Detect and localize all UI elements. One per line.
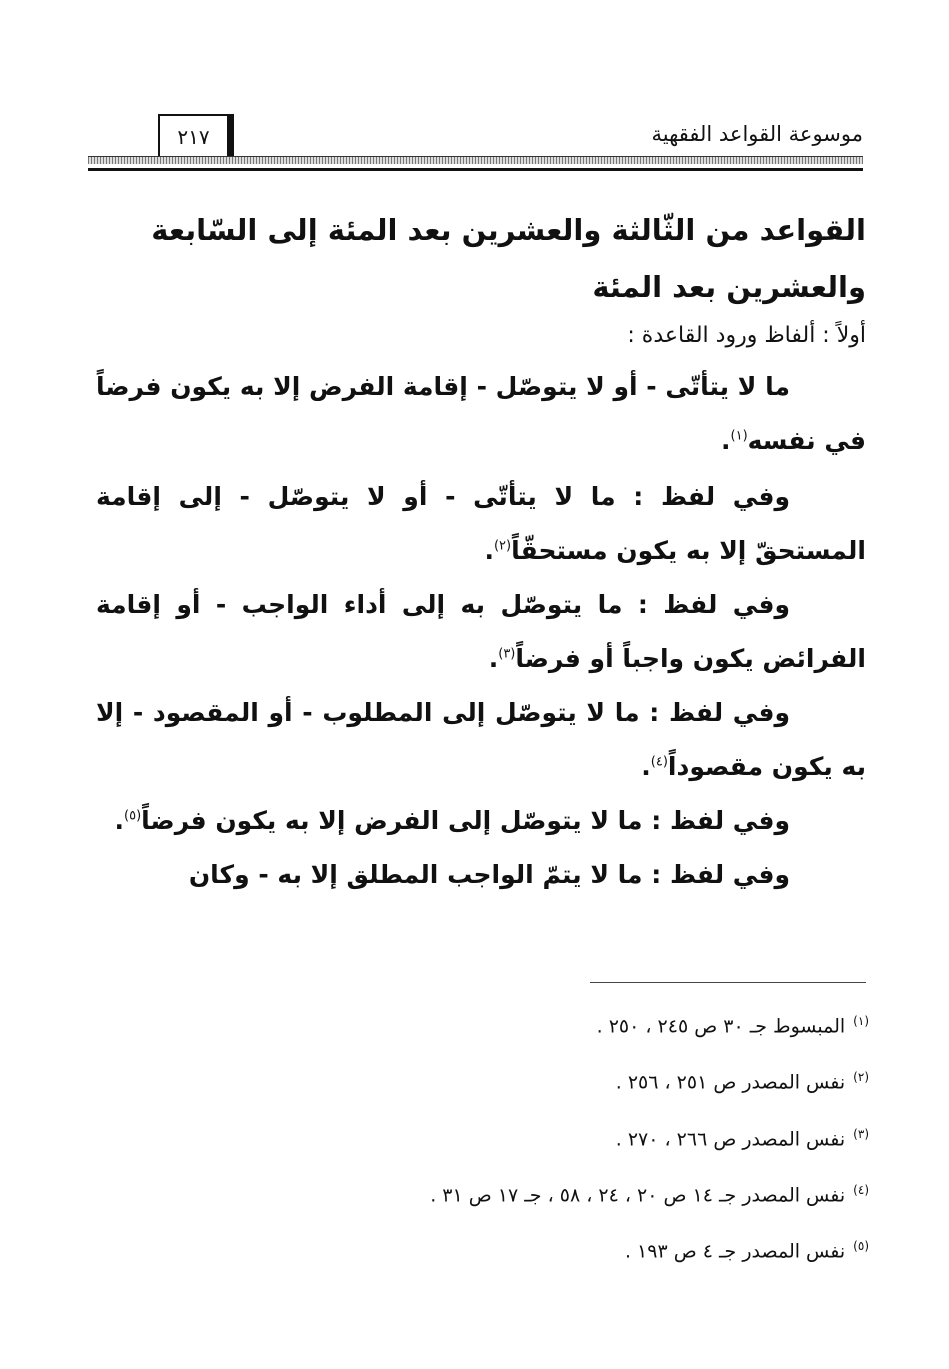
paragraph-4 bbox=[96, 686, 866, 794]
footnote-1 bbox=[229, 996, 869, 1052]
footnote-reference: (٤) bbox=[650, 754, 668, 770]
paragraph-2 bbox=[96, 470, 866, 578]
footnote-number: (٤) bbox=[853, 1182, 869, 1197]
footnote-text: نفس المصدر ص ٢٦٦ ، ٢٧٠ . bbox=[615, 1127, 846, 1150]
footnote-4 bbox=[229, 1165, 869, 1221]
section-subheading: أولاً : ألفاظ ورود القاعدة : bbox=[627, 323, 866, 348]
paragraph-end: . bbox=[488, 644, 499, 673]
book-title: موسوعة القواعد الفقهية bbox=[651, 122, 863, 146]
header-band bbox=[88, 156, 863, 164]
footnote-text: المبسوط جـ ٣٠ ص ٢٤٥ ، ٢٥٠ . bbox=[596, 1015, 846, 1038]
footnote-3 bbox=[229, 1109, 869, 1165]
section-heading: القواعد من الثّالثة والعشرين بعد المئة إلى السّابعة والعشرين بعد المئة bbox=[151, 213, 866, 304]
paragraph-end: . bbox=[114, 806, 125, 835]
paragraph-6 bbox=[96, 848, 866, 902]
paragraph-end: . bbox=[721, 426, 731, 455]
footnote-text: نفس المصدر جـ ٤ ص ١٩٣ . bbox=[624, 1240, 846, 1263]
paragraph-1 bbox=[96, 360, 866, 468]
header-rule bbox=[88, 168, 863, 171]
footnotes-list bbox=[229, 996, 869, 1278]
footnote-5 bbox=[229, 1221, 869, 1277]
footnote-text: نفس المصدر جـ ١٤ ص ٢٠ ، ٢٤ ، ٥٨ ، جـ ١٧ ص ٣١ . bbox=[430, 1184, 846, 1207]
paragraph-5 bbox=[96, 794, 866, 848]
paragraph-text: وفي لفظ : ما لا يتوصّل إلى الفرض إلا به يكون فرضاً bbox=[141, 806, 790, 835]
paragraph-3 bbox=[96, 578, 866, 686]
footnote-separator bbox=[590, 982, 866, 983]
footnote-reference: (٣) bbox=[498, 646, 516, 662]
paragraph-end: . bbox=[484, 536, 494, 565]
footnote-number: (٣) bbox=[853, 1126, 869, 1141]
footnote-text: نفس المصدر ص ٢٥١ ، ٢٥٦ . bbox=[615, 1071, 846, 1094]
footnote-number: (١) bbox=[853, 1014, 869, 1028]
paragraph-text: ما لا يتأتّى - أو لا يتوصّل - إقامة الفرض إلا به يكون فرضاً في نفسه bbox=[96, 372, 866, 455]
page-number: ٢١٧ bbox=[158, 114, 234, 160]
footnote-number: (٥) bbox=[853, 1239, 869, 1254]
footnote-reference: (٥) bbox=[124, 808, 142, 824]
paragraph-text: وفي لفظ : ما لا يتمّ الواجب المطلق إلا به - وكان bbox=[188, 860, 790, 889]
footnote-2 bbox=[229, 1052, 869, 1108]
footnote-reference: (٢) bbox=[493, 538, 512, 554]
paragraph-text: وفي لفظ : ما لا يتوصّل إلى المطلوب - أو المقصود - إلا به يكون مقصوداً bbox=[96, 698, 866, 781]
page-header bbox=[88, 108, 863, 178]
paragraph-text: وفي لفظ : ما يتوصّل به إلى أداء الواجب - أو إقامة الفرائض يكون واجباً أو فرضاً bbox=[96, 590, 866, 673]
footnote-reference: (١) bbox=[730, 428, 748, 444]
footnote-number: (٢) bbox=[853, 1070, 869, 1085]
paragraph-text: وفي لفظ : ما لا يتأتّى - أو لا يتوصّل - إلى إقامة المستحقّ إلا به يكون مستحقّاً bbox=[96, 482, 866, 565]
paragraph-end: . bbox=[641, 752, 651, 781]
main-content bbox=[96, 202, 866, 902]
